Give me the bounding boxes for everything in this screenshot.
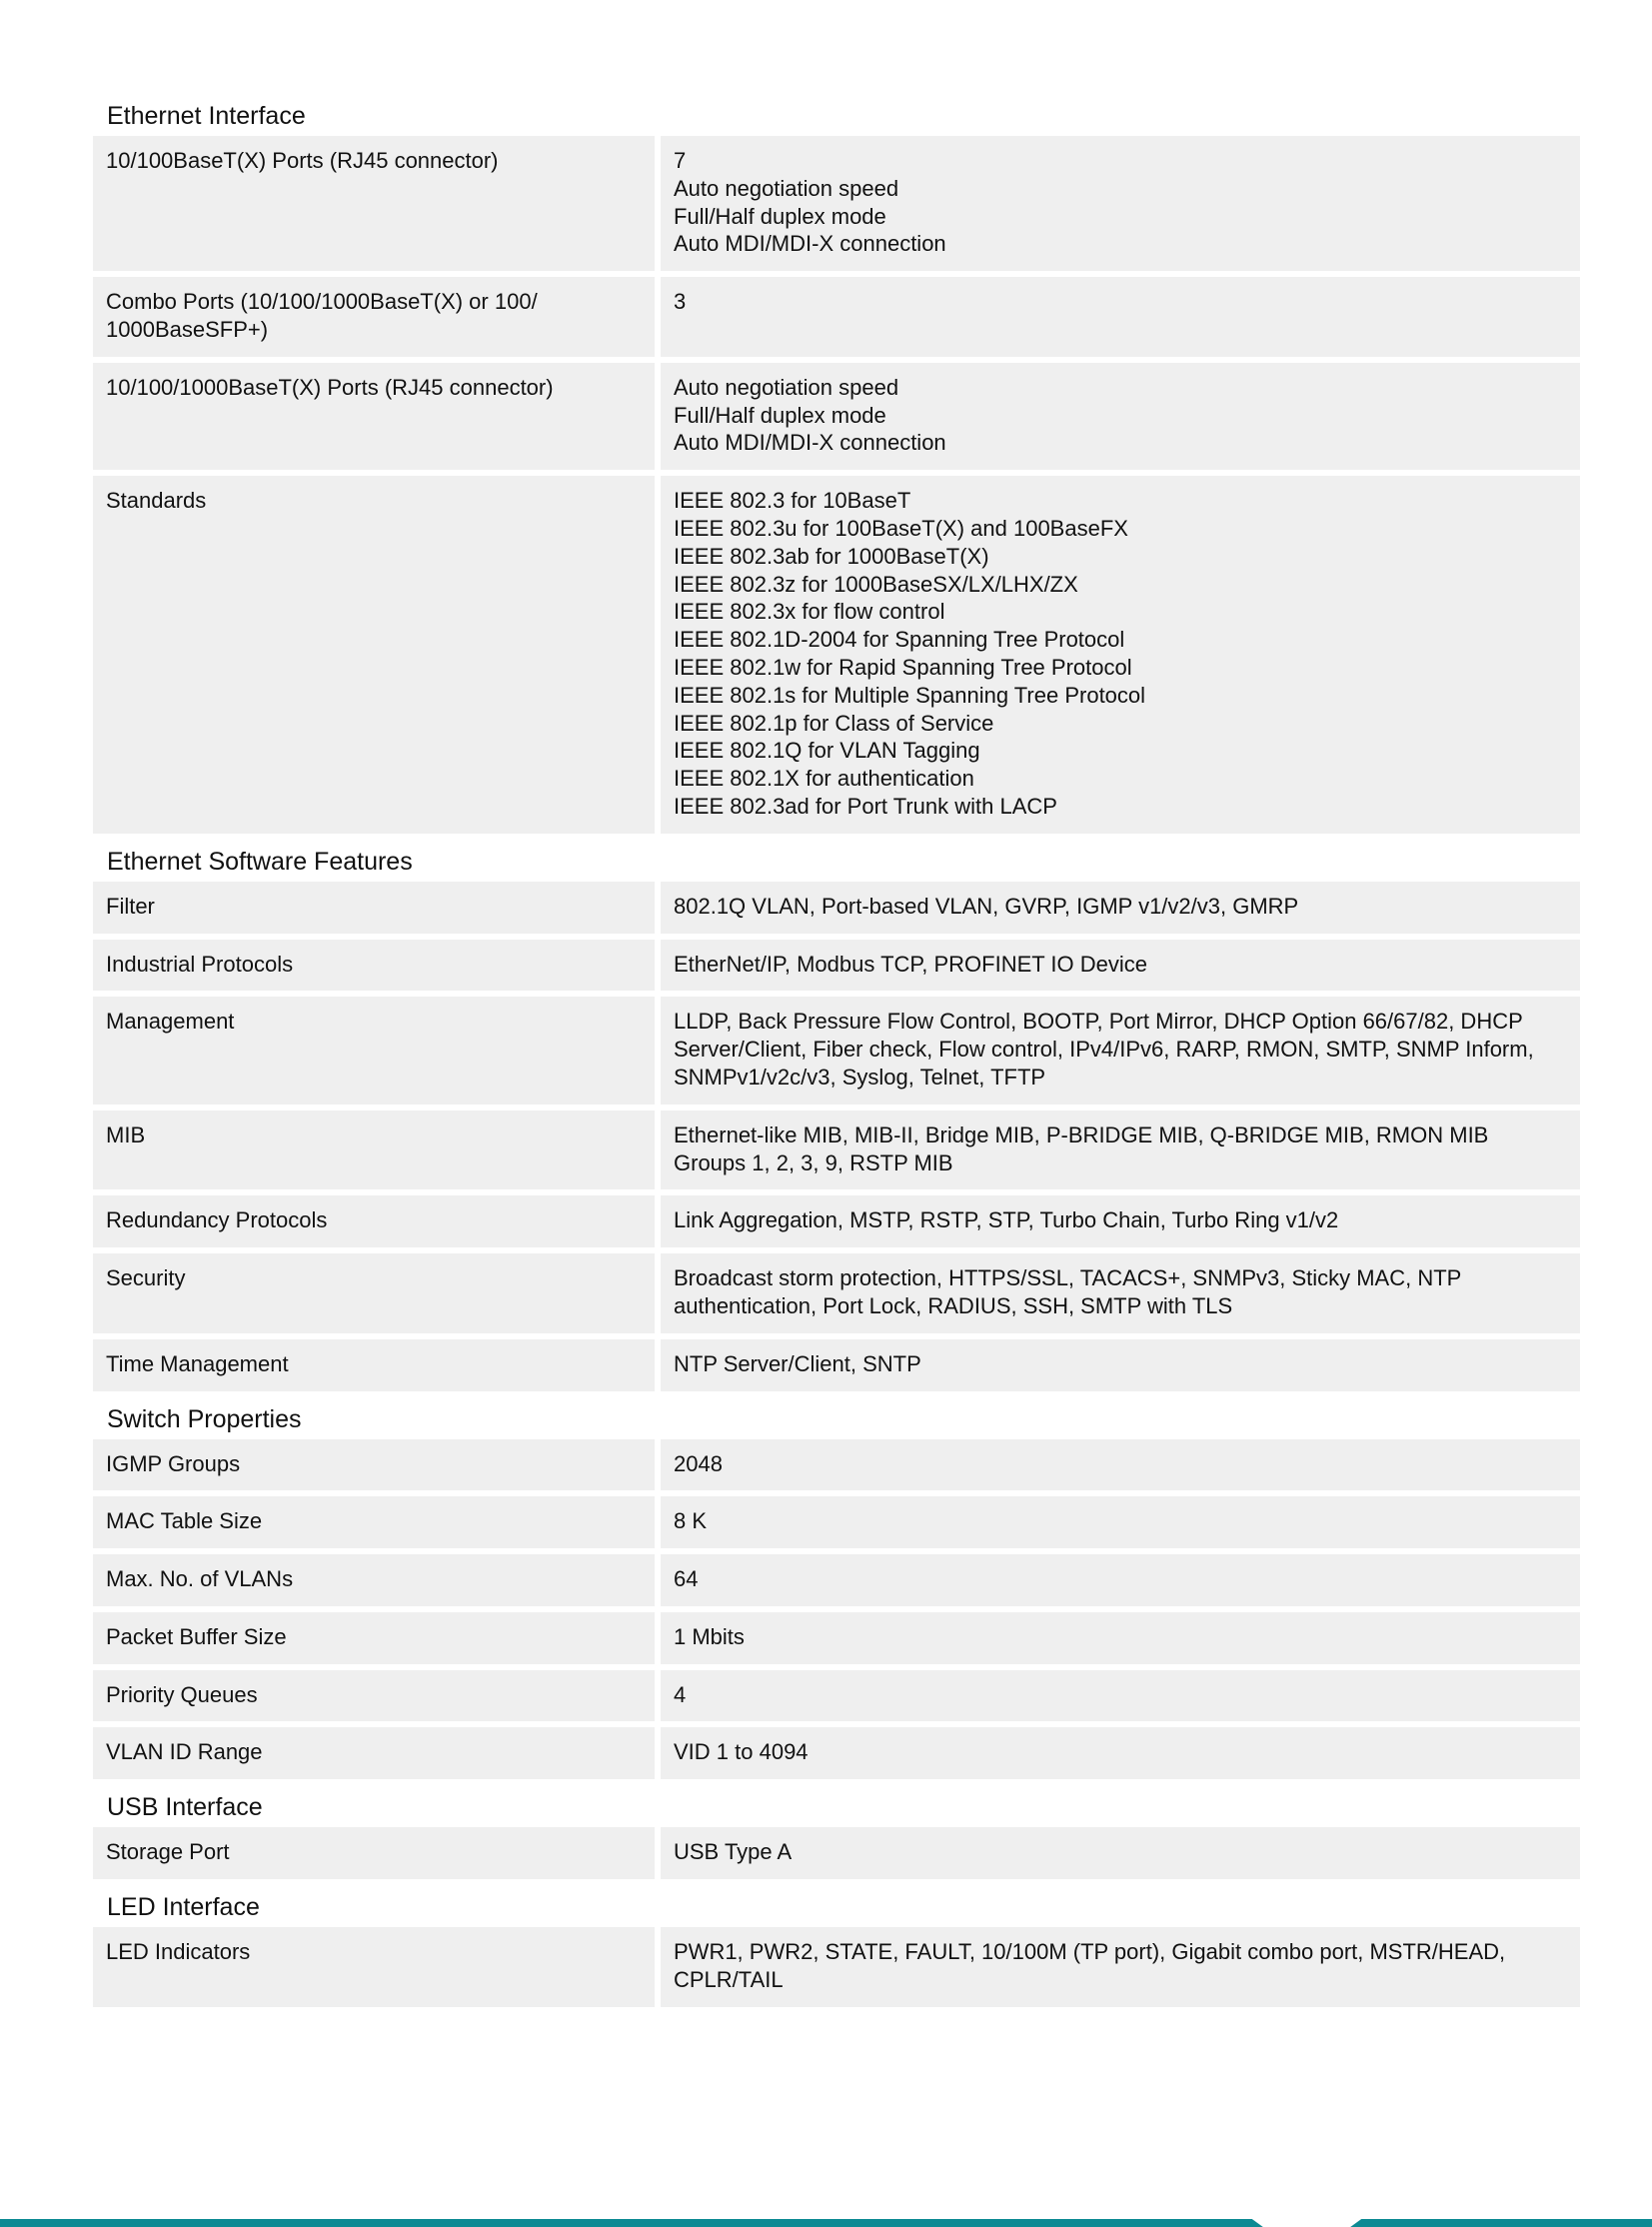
footer-band	[0, 2219, 1652, 2227]
spec-label-line: Priority Queues	[106, 1681, 258, 1707]
spec-value-line: Auto MDI/MDI-X connection	[674, 430, 946, 456]
spec-value-line: LLDP, Back Pressure Flow Control, BOOTP, Port Mirror, DHCP Option 66/67/82, DHCP	[674, 1009, 1523, 1035]
spec-value-line: EtherNet/IP, Modbus TCP, PROFINET IO Device	[674, 951, 1147, 977]
spec-label	[93, 136, 655, 271]
spec-value-line: CPLR/TAIL	[674, 1966, 784, 1992]
spec-value	[661, 476, 1580, 834]
spec-value-line: IEEE 802.3 for 10BaseT	[674, 488, 911, 514]
spec-label	[93, 1554, 655, 1606]
spec-label	[93, 1727, 655, 1779]
spec-label-line: IGMP Groups	[106, 1450, 241, 1476]
spec-value-line: SNMPv1/v2c/v3, Syslog, Telnet, TFTP	[674, 1064, 1046, 1090]
spec-label-line: Security	[106, 1265, 186, 1291]
spec-value-line: IEEE 802.3z for 1000BaseSX/LX/LHX/ZX	[674, 571, 1078, 597]
spec-value-line: IEEE 802.3ab for 1000BaseT(X)	[674, 543, 989, 569]
spec-label-line: Standards	[106, 488, 207, 514]
spec-label	[93, 997, 655, 1104]
spec-value-line: PWR1, PWR2, STATE, FAULT, 10/100M (TP port), Gigabit combo port, MSTR/HEAD,	[674, 1939, 1506, 1965]
spec-value-line: 3	[674, 289, 687, 315]
spec-label	[93, 1827, 655, 1879]
section-usb-interface	[93, 1787, 1580, 1879]
spec-value-line: IEEE 802.1Q for VLAN Tagging	[674, 738, 980, 764]
spec-value-line: 1 Mbits	[674, 1623, 745, 1649]
spec-value	[661, 136, 1580, 271]
section-ethernet-software-features	[93, 842, 1580, 1391]
spec-row	[93, 1670, 1580, 1722]
spec-row	[93, 277, 1580, 357]
spec-label-line: 1000BaseSFP+)	[106, 316, 269, 342]
spec-label	[93, 476, 655, 834]
spec-value-line: IEEE 802.1w for Rapid Spanning Tree Protocol	[674, 654, 1132, 680]
spec-label	[93, 363, 655, 470]
spec-value	[661, 363, 1580, 470]
spec-row	[93, 882, 1580, 934]
spec-value-line: Server/Client, Fiber check, Flow control, IPv4/IPv6, RARP, RMON, SMTP, SNMP Inform,	[674, 1037, 1534, 1063]
spec-value-line: IEEE 802.3ad for Port Trunk with LACP	[674, 793, 1057, 819]
spec-label	[93, 1111, 655, 1190]
spec-row	[93, 1253, 1580, 1333]
spec-value	[661, 1612, 1580, 1664]
spec-label-line: Packet Buffer Size	[106, 1623, 287, 1649]
spec-value	[661, 1439, 1580, 1491]
spec-label	[93, 1612, 655, 1664]
spec-value-line: Broadcast storm protection, HTTPS/SSL, TACACS+, SNMPv3, Sticky MAC, NTP	[674, 1265, 1462, 1291]
spec-label-line: Redundancy Protocols	[106, 1207, 328, 1233]
spec-value	[661, 997, 1580, 1104]
section-title: Ethernet Interface	[107, 102, 306, 130]
spec-label	[93, 940, 655, 992]
section-switch-properties	[93, 1399, 1580, 1780]
spec-value	[661, 1496, 1580, 1548]
spec-value-line: USB Type A	[674, 1839, 793, 1865]
spec-label	[93, 882, 655, 934]
spec-label	[93, 1339, 655, 1391]
spec-label	[93, 1439, 655, 1491]
spec-row	[93, 940, 1580, 992]
spec-row	[93, 1195, 1580, 1247]
spec-value	[661, 1727, 1580, 1779]
spec-row	[93, 1339, 1580, 1391]
spec-value-line: VID 1 to 4094	[674, 1739, 809, 1765]
spec-label-line: Combo Ports (10/100/1000BaseT(X) or 100/	[106, 289, 538, 315]
spec-label-line: MIB	[106, 1121, 146, 1147]
spec-value-line: Full/Half duplex mode	[674, 402, 886, 428]
spec-label-line: VLAN ID Range	[106, 1739, 263, 1765]
spec-row	[93, 1439, 1580, 1491]
spec-value-line: 2048	[674, 1450, 723, 1476]
spec-value-line: Link Aggregation, MSTP, RSTP, STP, Turbo Chain, Turbo Ring v1/v2	[674, 1207, 1339, 1233]
spec-label-line: LED Indicators	[106, 1939, 251, 1965]
spec-label	[93, 277, 655, 357]
spec-label-line: Time Management	[106, 1350, 289, 1376]
spec-label	[93, 1253, 655, 1333]
spec-value-line: Auto negotiation speed	[674, 374, 899, 400]
spec-label	[93, 1496, 655, 1548]
spec-value-line: 64	[674, 1566, 699, 1592]
spec-row	[93, 1612, 1580, 1664]
spec-value	[661, 1670, 1580, 1722]
spec-label-line: 10/100/1000BaseT(X) Ports (RJ45 connector)	[106, 374, 554, 400]
spec-value	[661, 1195, 1580, 1247]
spec-value	[661, 882, 1580, 934]
spec-value	[661, 1339, 1580, 1391]
spec-value-line: Ethernet-like MIB, MIB-II, Bridge MIB, P-BRIDGE MIB, Q-BRIDGE MIB, RMON MIB	[674, 1121, 1489, 1147]
spec-value-line: IEEE 802.1X for authentication	[674, 766, 974, 792]
spec-label-line: Storage Port	[106, 1839, 230, 1865]
spec-value-line: Auto MDI/MDI-X connection	[674, 231, 946, 257]
spec-value	[661, 1827, 1580, 1879]
spec-label-line: Management	[106, 1009, 235, 1035]
spec-value-line: IEEE 802.1s for Multiple Spanning Tree Protocol	[674, 682, 1146, 708]
spec-value-line: IEEE 802.3u for 100BaseT(X) and 100BaseFX	[674, 515, 1128, 541]
spec-row	[93, 1927, 1580, 2007]
spec-value	[661, 1253, 1580, 1333]
spec-value-line: Auto negotiation speed	[674, 175, 899, 201]
spec-label-line: 10/100BaseT(X) Ports (RJ45 connector)	[106, 148, 499, 173]
spec-row	[93, 1111, 1580, 1190]
spec-value	[661, 940, 1580, 992]
spec-value	[661, 277, 1580, 357]
spec-row	[93, 1727, 1580, 1779]
spec-row	[93, 476, 1580, 834]
spec-value	[661, 1111, 1580, 1190]
spec-row	[93, 997, 1580, 1104]
footer-notch	[1249, 2217, 1364, 2227]
spec-label	[93, 1670, 655, 1722]
spec-value-line: authentication, Port Lock, RADIUS, SSH, SMTP with TLS	[674, 1292, 1233, 1318]
spec-value-line: 802.1Q VLAN, Port-based VLAN, GVRP, IGMP v1/v2/v3, GMRP	[674, 893, 1299, 919]
section-title: USB Interface	[107, 1793, 263, 1822]
spec-value-line: Groups 1, 2, 3, 9, RSTP MIB	[674, 1149, 953, 1175]
spec-value-line: NTP Server/Client, SNTP	[674, 1350, 921, 1376]
spec-value-line: Full/Half duplex mode	[674, 203, 886, 229]
section-led-interface	[93, 1887, 1580, 2007]
spec-label-line: Industrial Protocols	[106, 951, 294, 977]
section-ethernet-interface	[93, 96, 1580, 834]
spec-value-line: IEEE 802.3x for flow control	[674, 599, 945, 625]
spec-row	[93, 1496, 1580, 1548]
section-title: LED Interface	[107, 1893, 260, 1922]
spec-label-line: Max. No. of VLANs	[106, 1566, 294, 1592]
spec-row	[93, 136, 1580, 271]
spec-row	[93, 1827, 1580, 1879]
spec-label-line: Filter	[106, 893, 155, 919]
spec-value	[661, 1927, 1580, 2007]
section-title: Ethernet Software Features	[107, 847, 413, 876]
spec-label	[93, 1195, 655, 1247]
spec-row	[93, 1554, 1580, 1606]
spec-value-line: 4	[674, 1681, 687, 1707]
section-title: Switch Properties	[107, 1404, 302, 1433]
spec-value-line: 7	[674, 148, 687, 173]
spec-value-line: IEEE 802.1p for Class of Service	[674, 710, 994, 736]
spec-value-line: IEEE 802.1D-2004 for Spanning Tree Protocol	[674, 627, 1125, 653]
spec-sheet	[93, 92, 1580, 2013]
spec-value	[661, 1554, 1580, 1606]
spec-label	[93, 1927, 655, 2007]
spec-value-line: 8 K	[674, 1508, 708, 1534]
spec-label-line: MAC Table Size	[106, 1508, 263, 1534]
spec-row	[93, 363, 1580, 470]
